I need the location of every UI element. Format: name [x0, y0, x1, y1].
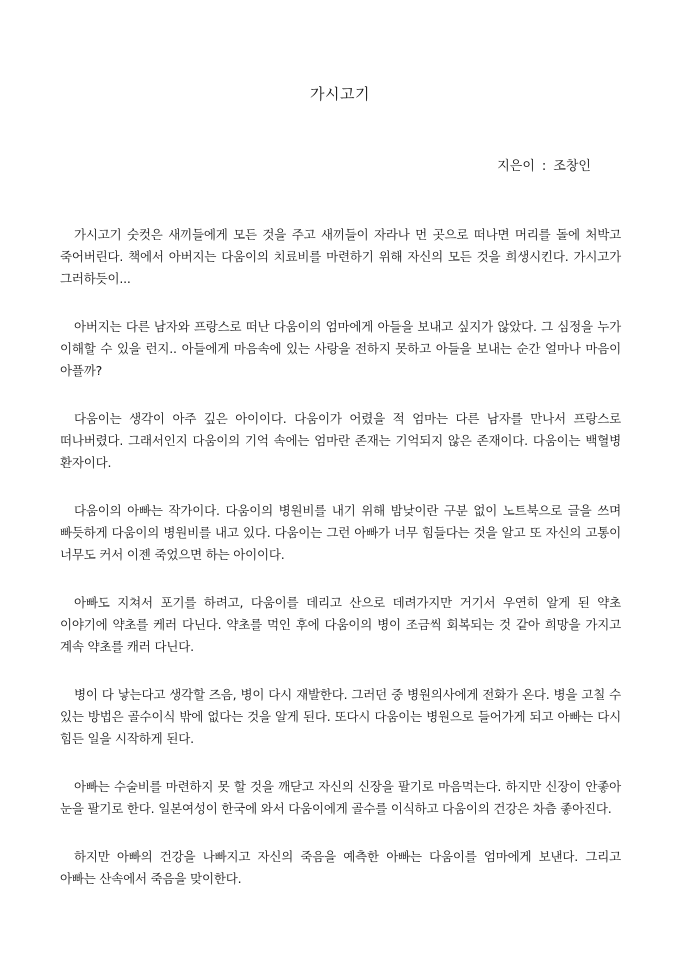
author-line	[497, 158, 591, 176]
document-title: 가시고기	[310, 85, 370, 103]
paragraph-6: 병이 다 낳는다고 생각할 즈음, 병이 다시 재발한다. 그러던 중 병원의사에게 전화가 온다. 병을 고칠 수 있는 방법은 골수이식 밖에 없다는 것을 알게 된다. 또다시 다움이는 병원으로 들어가게 되고 아빠는 다시 힘든 일을 시작하게 된다.	[60, 687, 621, 746]
paragraph-4: 다움이의 아빠는 작가이다. 다움이의 병원비를 내기 위해 밤낮이란 구분 없이 노트북으로 글을 쓰며 빠듯하게 다움이의 병원비를 내고 있다. 다움이는 그런 아빠가 너무 힘들다는 것을 알고 또 자신의 고통이 너무도 커서 이젠 죽었으면 하는 아이이다.	[60, 503, 621, 562]
paragraph-1: 가시고기 숫컷은 새끼들에게 모든 것을 주고 새끼들이 자라나 먼 곳으로 떠나면 머리를 돌에 처박고 죽어버린다. 책에서 아버지는 다움이의 치료비를 마련하기 위해 자신의 모든 것을 희생시킨다. 가시고가 그러하듯이...	[60, 227, 621, 286]
paragraph-7: 아빠는 수술비를 마련하지 못 할 것을 깨닫고 자신의 신장을 팔기로 마음먹는다. 하지만 신장이 안좋아 눈을 팔기로 한다. 일본여성이 한국에 와서 다움이에게 골수를 이식하고 다움이의 건강은 차츰 좋아진다.	[60, 779, 621, 816]
paragraph-2: 아버지는 다른 남자와 프랑스로 떠난 다움이의 엄마에게 아들을 보내고 싶지가 않았다. 그 심정을 누가 이해할 수 있을 런지.. 아들에게 마음속에 있는 사랑을 전하지 못하고 아들을 보내는 순간 얼마나 마음이 아플까?	[60, 319, 621, 378]
paragraph-3: 다움이는 생각이 아주 깊은 아이이다. 다움이가 어렸을 적 엄마는 다른 남자를 만나서 프랑스로 떠나버렸다. 그래서인지 다움이의 기억 속에는 엄마란 존재는 기억되지 않은 존재이다. 다움이는 백혈병 환자이다.	[60, 411, 621, 470]
paragraph-5: 아빠도 지쳐서 포기를 하려고, 다움이를 데리고 산으로 데려가지만 거기서 우연히 알게 된 약초 이야기에 약초를 케러 다닌다. 약초를 먹인 후에 다움이의 병이 조금씩 회복되는 것 같아 희망을 가지고 계속 약초를 캐러 다닌다.	[60, 595, 621, 654]
document-body	[60, 224, 621, 916]
author-name: 조창인	[553, 159, 591, 174]
author-separator: :	[541, 159, 547, 174]
author-label: 지은이	[497, 159, 535, 174]
paragraph-8: 하지만 아빠의 건강을 나빠지고 자신의 죽음을 예측한 아빠는 다움이를 엄마에게 보낸다. 그리고 아빠는 산속에서 죽음을 맞이한다.	[60, 849, 621, 886]
